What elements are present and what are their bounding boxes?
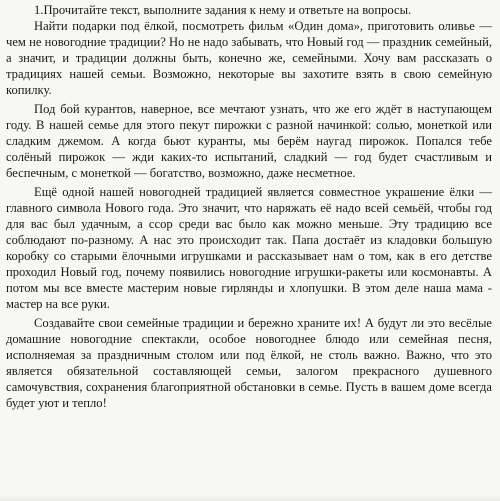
page-bottom-edge: [0, 495, 500, 501]
paragraph-2: Под бой курантов, наверное, все мечтают узнать, что же его ждёт в наступающем году. В нашей семье для этого пекут пирожки с разной начинкой: солью, монеткой или сладким джемом. А когда бьют куранты, мы берём наугад пирожок. Попался тебе солёный пирожок — жди каких-то испытаний, сладкий — год будет счастливым и беспечным, с монеткой — богатство, возможно, даже несметное.: [6, 102, 492, 180]
text-body: [6, 2, 492, 411]
task-instruction: 1.Прочитайте текст, выполните задания к нему и ответьте на вопросы.: [34, 3, 412, 17]
paragraph-3: Ещё одной нашей новогодней традицией является совместное украшение ёлки — главного символа Нового года. Это значит, что наряжать её надо всей семьёй, чтобы год для вас был удачным, а ссор среди вас было как можно меньше. Эту традицию все соблюдают по-разному. А нас это происходит так. Папа достаёт из кладовки большую коробку со старыми ёлочными игрушками и рассказывает нам о том, как в его детстве проходил Новый год, почему появились новогодние игрушки-ракеты или космонавты. А потом мы все вместе мастерим новые гирлянды и хлопушки. В этом деле наша мама - мастер на все руки.: [6, 185, 492, 311]
paragraph-4: Создавайте свои семейные традиции и бережно храните их! А будут ли это весёлые домашние новогодние спектакли, особое новогоднее блюдо или семейная песня, исполняемая за праздничным столом или под ёлкой, не столь важно. Важно, что это является обязательной составляющей семьи, залогом прекрасного душевного самочувствия, сохранения благоприятной обстановки в семье. Пусть в вашем доме всегда будет уют и тепло!: [6, 316, 492, 410]
paragraph-1: Найти подарки под ёлкой, посмотреть фильм «Один дома», приготовить оливье — чем не новогодние традиции? Но не надо забывать, что Новый год — праздник семейный, а значит, и традиции должны быть, конечно же, семейными. Хочу вам рассказать о традициях нашей семьи. Возможно, некоторые вы захотите взять в свою семейную копилку.: [6, 19, 492, 97]
